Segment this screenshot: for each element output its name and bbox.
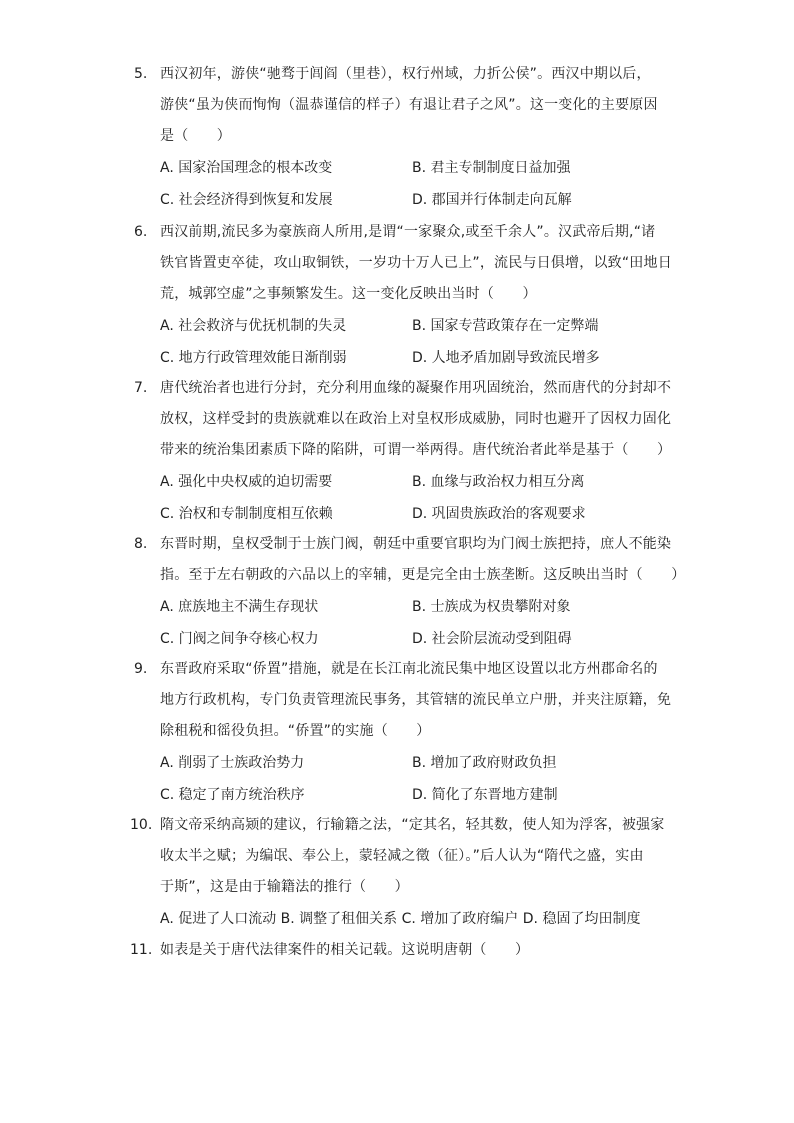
question-stem-line: 于斯”，这是由于输籍法的推行（ ）	[160, 879, 409, 895]
option-a[interactable]: A. 强化中央权威的迫切需要	[160, 474, 333, 490]
option-b[interactable]: B. 士族成为权贵攀附对象	[412, 599, 571, 615]
option-c[interactable]: C. 门阀之间争夺核心权力	[160, 631, 319, 647]
question-number: 8.	[134, 536, 148, 552]
option-d[interactable]: D. 人地矛盾加剧导致流民增多	[412, 350, 600, 366]
question-stem-line: 放权，这样受封的贵族就难以在政治上对皇权形成威胁，同时也避开了因权力固化	[160, 411, 672, 427]
question-stem-line: 西汉前期,流民多为豪族商人所用,是谓“一家聚众,或至千余人”。汉武帝后期,“诸	[160, 224, 656, 240]
option-b[interactable]: B. 增加了政府财政负担	[412, 755, 557, 771]
question-stem-line: 收太半之赋；为编氓、奉公上，蒙轻减之徵（征）。”后人认为“隋代之盛，实由	[160, 848, 644, 864]
option-c[interactable]: C. 稳定了南方统治秩序	[160, 787, 305, 803]
option-c[interactable]: C. 社会经济得到恢复和发展	[160, 192, 333, 208]
option-b[interactable]: B. 国家专营政策存在一定弊端	[412, 318, 599, 334]
option-a[interactable]: A. 国家治国理念的根本改变	[160, 160, 333, 176]
option-d[interactable]: D. 社会阶层流动受到阻碍	[412, 631, 572, 647]
question-stem-line: 地方行政机构，专门负责管理流民事务，其管辖的流民单立户册，并夹注原籍，免	[160, 692, 672, 708]
question-number: 10.	[130, 817, 153, 833]
option-d[interactable]: D. 郡国并行体制走向瓦解	[412, 192, 572, 208]
option-c[interactable]: C. 地方行政管理效能日渐削弱	[160, 350, 347, 366]
question-number: 7.	[134, 380, 148, 396]
question-stem-line: 指。至于左右朝政的六品以上的宰辅，更是完全由士族垄断。这反映出当时（ ）	[160, 567, 686, 583]
question-stem-line: 铁官皆置吏卒徒，攻山取铜铁，一岁功十万人已上”，流民与日俱增，以致“田地日	[160, 255, 672, 271]
question-number: 11.	[130, 942, 153, 958]
option-d[interactable]: D. 简化了东晋地方建制	[412, 787, 558, 803]
question-stem-line: 除租税和徭役负担。“侨置”的实施（ ）	[160, 723, 431, 739]
question-stem-line: 东晋时期，皇权受制于士族门阀，朝廷中重要官职均为门阀士族把持，庶人不能染	[160, 536, 672, 552]
question-stem-line: 带来的统治集团素质下降的陷阱，可谓一举两得。唐代统治者此举是基于（ ）	[160, 442, 672, 458]
question-number: 6.	[134, 224, 148, 240]
question-stem-line: 隋文帝采纳高颎的建议，行输籍之法，“定其名，轻其数，使人知为浮客，被强家	[160, 817, 665, 833]
option-c[interactable]: C. 治权和专制制度相互依赖	[160, 506, 333, 522]
question-stem-line: 东晋政府采取“侨置”措施，就是在长江南北流民集中地区设置以北方州郡命名的	[160, 661, 658, 677]
question-stem-line: 唐代统治者也进行分封，充分利用血缘的凝聚作用巩固统治，然而唐代的分封却不	[160, 380, 672, 396]
option-d[interactable]: D. 巩固贵族政治的客观要求	[412, 506, 586, 522]
question-stem-line: 如表是关于唐代法律案件的相关记载。这说明唐朝（ ）	[160, 942, 530, 958]
question-stem-line: 是（ ）	[160, 128, 231, 144]
option-b[interactable]: B. 血缘与政治权力相互分离	[412, 474, 585, 490]
option-b[interactable]: B. 君主专制制度日益加强	[412, 160, 571, 176]
option-a[interactable]: A. 削弱了士族政治势力	[160, 755, 305, 771]
option-a[interactable]: A. 庶族地主不满生存现状	[160, 599, 319, 615]
inline-options[interactable]: A. 促进了人口流动 B. 调整了租佃关系 C. 增加了政府编户 D. 稳固了均田制度	[160, 911, 641, 927]
question-number: 9.	[134, 661, 148, 677]
question-stem-line: 游侠“虽为侠而恂恂（温恭谨信的样子）有退让君子之风”。这一变化的主要原因	[160, 97, 658, 113]
option-a[interactable]: A. 社会救济与优抚机制的失灵	[160, 318, 347, 334]
question-stem-line: 西汉初年，游侠“驰骛于闾阎（里巷），权行州域，力折公侯”。西汉中期以后，	[160, 66, 651, 82]
question-stem-line: 荒，城郭空虚”之事频繁发生。这一变化反映出当时（ ）	[160, 286, 537, 302]
question-number: 5.	[134, 66, 148, 82]
